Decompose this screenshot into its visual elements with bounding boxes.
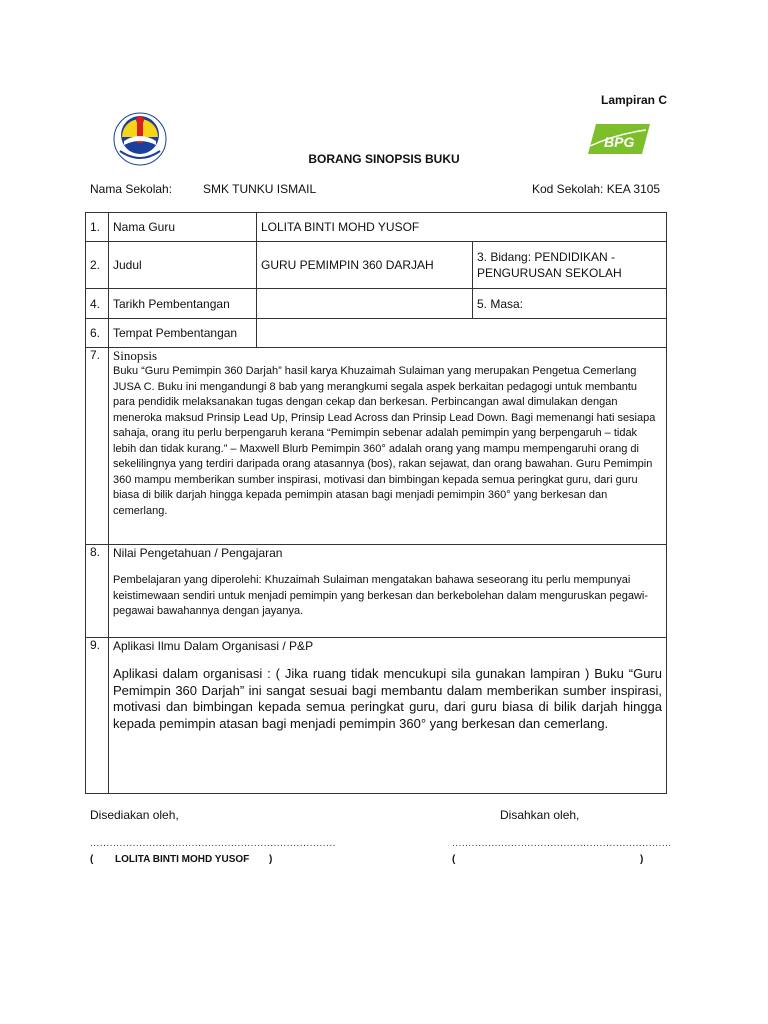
masa-field[interactable]: 5. Masa: <box>473 289 667 319</box>
school-name-label: Nama Sekolah: <box>90 182 173 196</box>
school-code: Kod Sekolah: KEA 3105 <box>532 182 661 196</box>
row-aplikasi <box>86 638 667 794</box>
row-number: 4. <box>86 289 109 319</box>
prepared-close-paren: ) <box>269 854 273 865</box>
teacher-name-field[interactable]: LOLITA BINTI MOHD YUSOF <box>257 213 667 242</box>
prepared-open-paren: ( <box>90 854 94 865</box>
school-name-value: SMK TUNKU ISMAIL <box>203 182 317 196</box>
field-label: Tarikh Pembentangan <box>109 289 257 319</box>
synopsis-heading: Sinopsis <box>113 348 158 363</box>
application-field[interactable] <box>109 638 667 794</box>
row-nama-guru <box>86 213 667 242</box>
prepared-name: LOLITA BINTI MOHD YUSOF <box>115 854 250 865</box>
row-number: 8. <box>86 545 109 638</box>
row-number: 6. <box>86 319 109 348</box>
row-number: 1. <box>86 213 109 242</box>
application-heading: Aplikasi Ilmu Dalam Organisasi / P&P <box>113 639 314 653</box>
approved-signature-line[interactable]: ................................................................... <box>452 838 672 849</box>
date-field[interactable] <box>257 289 473 319</box>
application-text: Aplikasi dalam organisasi : ( Jika ruang tidak mencukupi sila gunakan lampiran ) Buku “Guru Pemimpin 360 Darjah” ini sangat sesuai bagi membantu dalam memberikan sumber inspirasi, motivasi dan bimbingan kepada semua peringkat guru, dari guru biasa di bilik darjah hingga kepada pemimpin atasan bagi menjadi pemimpin 360° yang berkesan dan cemerlang. <box>113 666 662 731</box>
synopsis-text: Buku “Guru Pemimpin 360 Darjah” hasil karya Khuzaimah Sulaiman yang merupakan Pengetua Cemerlang JUSA C. Buku ini mengandungi 8 bab yang merangkumi segala aspek berkaitan pedagogi untuk membantu para pendidik melaksanakan tugas dengan cekap dan berkesan. Perbincangan awal dimulakan dengan meneroka maksud Prinsip Lead Up, Prinsip Lead Across dan Prinsip Lead Down. Bagi memenangi hati sesiapa sahaja, orang itu perlu berpengaruh kerana “Pemimpin sebenar adalah pemimpin yang berpengaruh – tidak lebih dan tidak kurang.” – Maxwell Blurb Pemimpin 360° adalah orang yang mampu mempengaruhi orang di sekelilingnya yang terdiri daripada orang atasannya (bos), rakan sejawat, dan orang bawahan. Guru Pemimpin 360 mampu memberikan sumber inspirasi, motivasi dan bimbingan kepada semua peringkat guru, dari guru biasa di bilik darjah hingga kepada pemimpin atasan bagi menjadi pemimpin 360° yang berkesan dan cemerlang. <box>113 365 656 517</box>
knowledge-value-field[interactable] <box>109 545 667 638</box>
field-label: Judul <box>109 242 257 289</box>
approved-by-label: Disahkan oleh, <box>500 808 580 822</box>
row-tempat <box>86 319 667 348</box>
row-sinopsis <box>86 348 667 545</box>
bidang-line-2: PENGURUSAN SEKOLAH <box>477 266 622 280</box>
row-nilai <box>86 545 667 638</box>
bidang-field[interactable] <box>473 242 667 289</box>
lampiran-label: Lampiran C <box>601 93 668 107</box>
form-title: BORANG SINOPSIS BUKU <box>308 152 460 166</box>
row-judul <box>86 242 667 289</box>
book-title-field[interactable]: GURU PEMIMPIN 360 DARJAH <box>257 242 473 289</box>
field-label: Tempat Pembentangan <box>109 319 257 348</box>
bidang-line-1: 3. Bidang: PENDIDIKAN - <box>477 250 616 264</box>
row-number: 7. <box>86 348 109 545</box>
approved-open-paren: ( <box>452 854 456 865</box>
row-number: 2. <box>86 242 109 289</box>
row-number: 9. <box>86 638 109 794</box>
approved-close-paren: ) <box>640 854 644 865</box>
synopsis-field[interactable] <box>109 348 667 545</box>
row-tarikh <box>86 289 667 319</box>
knowledge-heading: Nilai Pengetahuan / Pengajaran <box>113 546 283 560</box>
prepared-signature-line[interactable]: ........................................................................... <box>90 838 336 849</box>
synopsis-form-table <box>85 212 667 794</box>
prepared-by-label: Disediakan oleh, <box>90 808 179 822</box>
venue-field[interactable] <box>257 319 667 348</box>
knowledge-text: Pembelajaran yang diperolehi: Khuzaimah Sulaiman mengatakan bahawa seseorang itu perlu mempunyai keistimewaan sendiri untuk menjadi pemimpin yang berkesan dan berkebolehan dalam menguruskan pegawi-pegawai bawahannya dengan jayanya. <box>113 574 649 617</box>
svg-text:BPG: BPG <box>604 134 635 150</box>
field-label: Nama Guru <box>109 213 257 242</box>
